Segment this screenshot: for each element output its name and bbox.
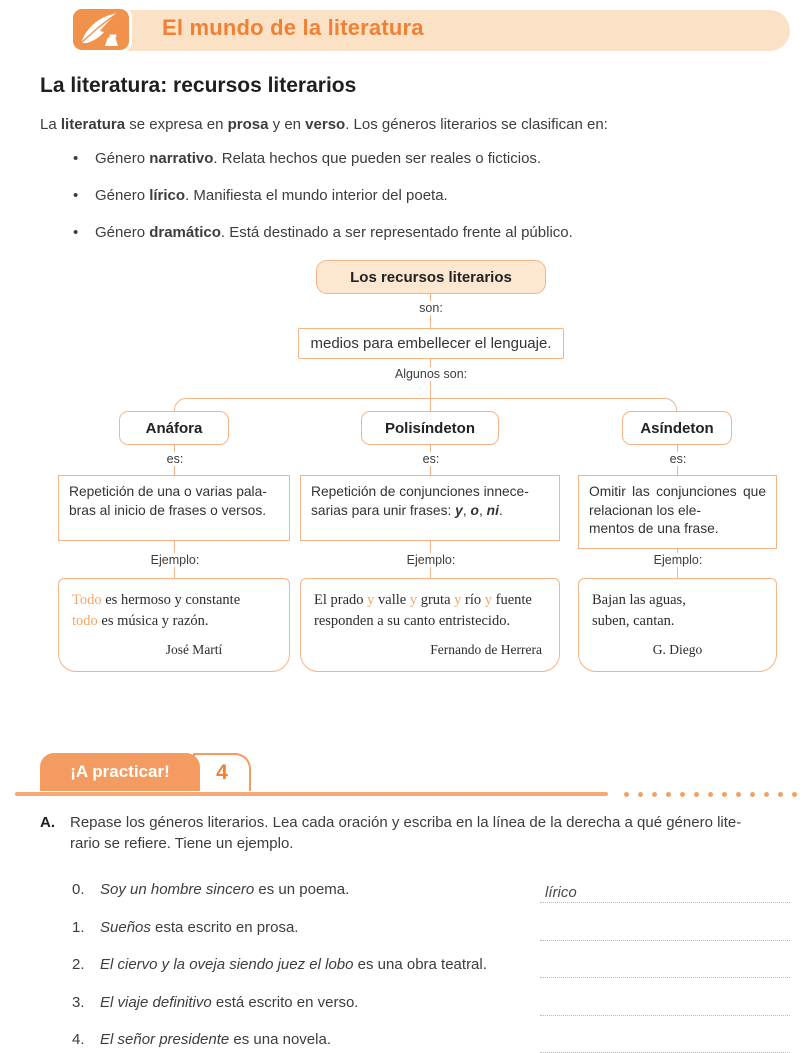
branch-node-polisindeton: Polisíndeton: [361, 411, 499, 445]
item-number: 2.: [72, 956, 85, 973]
root-node: Los recursos literarios: [316, 260, 546, 294]
intro-paragraph: La literatura se expresa en prosa y en verso. Los géneros literarios se clasifican en:: [40, 116, 608, 133]
example-anafora: [58, 578, 290, 672]
connector-label-son: son:: [414, 301, 448, 315]
exercise-item-3: [72, 992, 790, 1013]
answer-line-4[interactable]: [540, 1032, 790, 1053]
connector-label-es: es:: [418, 452, 445, 466]
example-verse: Todo es hermoso y constante todo es música y razón.: [72, 592, 241, 629]
example-polisindeton: [300, 578, 560, 672]
example-author: G. Diego: [652, 642, 703, 657]
divider-line: [15, 792, 608, 796]
example-author: José Martí: [165, 642, 223, 657]
connector-label-es: es:: [665, 452, 692, 466]
item-text: El señor presidente es una novela.: [100, 1031, 331, 1048]
chapter-title: El mundo de la literatura: [162, 15, 424, 40]
divider-dots: [624, 792, 806, 797]
example-verse: El prado y valle y gruta y río y fuente responden a su canto entristecido.: [314, 592, 532, 629]
definition-node: medios para embellecer el lenguaje.: [298, 328, 564, 359]
section-divider: [15, 791, 806, 797]
example-author: Fernando de Herrera: [430, 642, 542, 657]
exercise-item-4: [72, 1029, 790, 1050]
practice-tab: ¡A practicar!: [40, 753, 200, 791]
item-number: 0.: [72, 881, 85, 898]
chapter-banner: [70, 6, 790, 54]
definition-anafora: Repetición de una o varias pala- bras al inicio de frases o versos.: [58, 475, 290, 541]
item-number: 4.: [72, 1031, 85, 1048]
exercise-a: [40, 812, 790, 1050]
exercise-item-1: [72, 917, 790, 938]
item-text: Sueños esta escrito en prosa.: [100, 918, 299, 936]
connector-label-es: es:: [162, 452, 189, 466]
page-title: La literatura: recursos literarios: [40, 74, 357, 97]
genre-item-lirico: • Género lírico. Manifiesta el mundo interior del poeta.: [40, 185, 766, 206]
item-text: El ciervo y la oveja siendo juez el lobo es una obra teatral.: [100, 956, 487, 973]
exercise-items: [72, 879, 790, 1050]
connector-label-ejemplo: Ejemplo:: [146, 553, 205, 567]
item-number: 1.: [72, 918, 85, 936]
practice-header: [15, 753, 790, 791]
exercise-item-2: [72, 954, 790, 975]
branch-node-asindeton: Asíndeton: [622, 411, 732, 445]
exercise-instruction: Repase los géneros literarios. Lea cada oración y escriba en la línea de la derecha a qué género lite- rario se refiere. Tiene un ejemplo.: [70, 814, 742, 852]
branch-node-anafora: Anáfora: [119, 411, 229, 445]
exercise-item-0: [72, 879, 790, 900]
answer-line-0[interactable]: lírico: [540, 882, 790, 903]
genre-list: [40, 148, 766, 243]
definition-polisindeton: Repetición de conjunciones innece- sarias para unir frases: y, o, ni.: [300, 475, 560, 541]
practice-number-badge: 4: [193, 753, 251, 791]
connector-label-ejemplo: Ejemplo:: [649, 553, 708, 567]
item-text: Soy un hombre sincero es un poema.: [100, 881, 350, 898]
answer-line-3[interactable]: [540, 995, 790, 1016]
item-number: 3.: [72, 993, 85, 1011]
branch-connector: [174, 398, 677, 412]
quill-and-inkwell-icon: [70, 6, 132, 53]
concept-map: [25, 260, 785, 675]
example-asindeton: [578, 578, 777, 672]
exercise-letter: A.: [40, 814, 55, 831]
answer-line-1[interactable]: [540, 920, 790, 941]
connector-label-algunos-son: Algunos son:: [390, 367, 472, 381]
genre-item-dramatico: • Género dramático. Está destinado a ser representado frente al público.: [40, 222, 766, 243]
answer-line-2[interactable]: [540, 957, 790, 978]
genre-item-narrativo: • Género narrativo. Relata hechos que pueden ser reales o ficticios.: [40, 148, 766, 169]
example-verse: Bajan las aguas, suben, cantan.: [592, 592, 686, 629]
connector-label-ejemplo: Ejemplo:: [402, 553, 461, 567]
item-text: El viaje definitivo está escrito en verso.: [100, 993, 359, 1011]
definition-asindeton: Omitir las conjunciones que relacionan los ele- mentos de una frase.: [578, 475, 777, 549]
